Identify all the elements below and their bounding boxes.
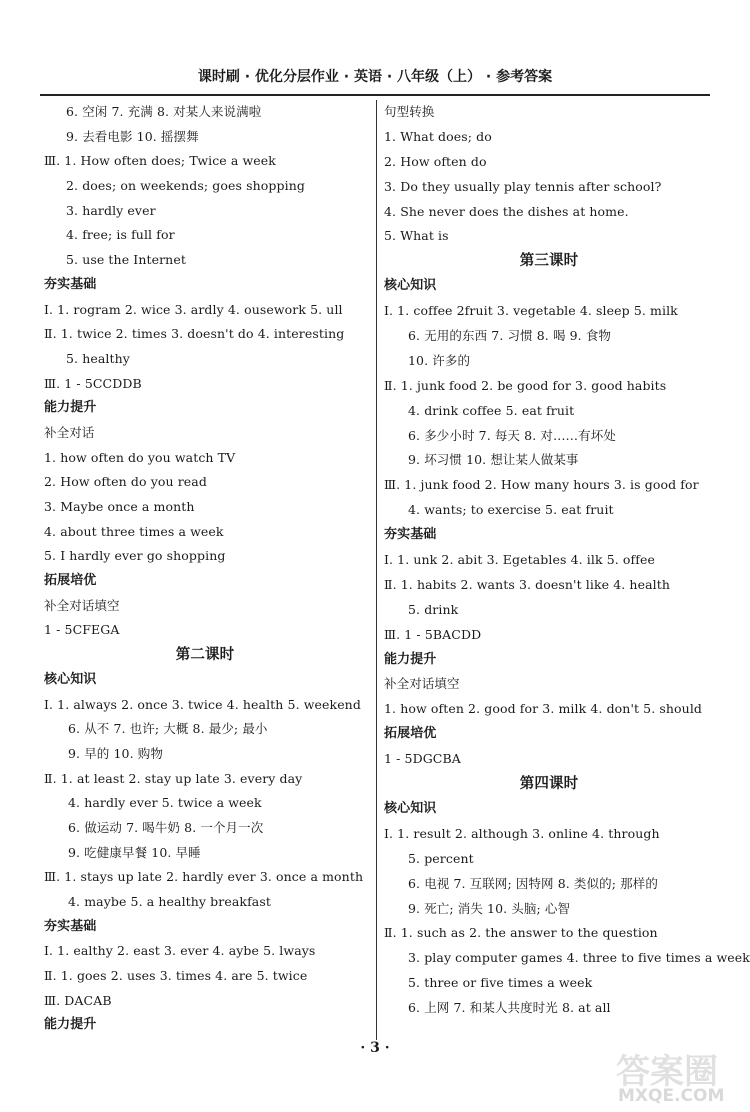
page-number: · 3 · [360, 1040, 390, 1056]
answer-line: 1. how often 2. good for 3. milk 4. don't 5. should [384, 701, 703, 717]
section-heading: 夯实基础 [384, 527, 437, 543]
answer-line: Ⅲ. 1. stays up late 2. hardly ever 3. once a month [44, 869, 364, 885]
section-heading: 能力提升 [384, 651, 437, 667]
answer-line: 5. I hardly ever go shopping [44, 548, 226, 564]
section-heading: 核心知识 [44, 671, 97, 687]
section-heading: 能力提升 [44, 1017, 97, 1033]
answer-line: 3. Do they usually play tennis after school? [384, 178, 662, 194]
answer-line: 补全对话填空 [384, 676, 460, 692]
answer-line: 2. How often do you read [44, 474, 207, 490]
answer-line: Ⅱ. 1. twice 2. times 3. doesn't do 4. interesting [44, 326, 345, 342]
answer-line: 补全对话填空 [44, 597, 120, 613]
answer-line: 6. 电视 7. 互联网; 因特网 8. 类似的; 那样的 [408, 875, 658, 891]
header-rule [40, 94, 710, 96]
lesson-heading: 第三课时 [519, 253, 579, 270]
answer-line: 6. 做运动 7. 喝牛奶 8. 一个月一次 [68, 819, 264, 835]
answer-line: 5. three or five times a week [408, 975, 593, 991]
answer-line: 1 - 5DGCBA [384, 751, 461, 767]
answer-line: Ⅱ. 1. at least 2. stay up late 3. every day [44, 770, 303, 786]
answer-line: 5. What is [384, 228, 449, 244]
answer-line: 2. How often do [384, 153, 487, 169]
answer-line: Ⅱ. 1. junk food 2. be good for 3. good habits [384, 377, 667, 393]
answer-line: 5. use the Internet [66, 252, 186, 268]
answer-line: 1. What does; do [384, 128, 492, 144]
column-divider [376, 100, 377, 1040]
answer-line: Ⅰ. 1. rogram 2. wice 3. ardly 4. ousework 5. ull [44, 301, 343, 317]
answer-line: 5. healthy [66, 350, 130, 366]
answer-line: Ⅲ. 1 - 5BACDD [384, 626, 482, 642]
answer-line: 5. drink [408, 601, 459, 617]
answer-line: 6. 无用的东西 7. 习惯 8. 喝 9. 食物 [408, 328, 612, 344]
answer-line: 9. 坏习惯 10. 想让某人做某事 [408, 452, 579, 468]
section-heading: 夯实基础 [44, 276, 97, 292]
answer-line: 4. free; is full for [66, 227, 175, 243]
answer-line: Ⅲ. 1. How often does; Twice a week [44, 153, 276, 169]
answer-line: 6. 空闲 7. 充满 8. 对某人来说满啦 [66, 104, 262, 119]
answer-line: Ⅰ. 1. result 2. although 3. online 4. through [384, 825, 660, 841]
answer-line: 2. does; on weekends; goes shopping [66, 178, 305, 194]
answer-line: 9. 早的 10. 购物 [68, 745, 163, 761]
answer-line: 9. 死亡; 消失 10. 头脑; 心智 [408, 900, 571, 916]
answer-line: 3. play computer games 4. three to five times a week [408, 950, 750, 966]
answer-line: Ⅰ. 1. always 2. once 3. twice 4. health 5. weekend [44, 696, 361, 712]
section-heading: 夯实基础 [44, 918, 97, 934]
answer-line: Ⅰ. 1. unk 2. abit 3. Egetables 4. ilk 5. offee [384, 552, 655, 568]
watermark-site: MXQE.COM [618, 1086, 725, 1106]
answer-line: 6. 多少小时 7. 每天 8. 对……有坏处 [408, 427, 616, 443]
answer-line: 1 - 5CFEGA [44, 622, 120, 638]
answer-line: 4. drink coffee 5. eat fruit [408, 402, 575, 418]
answer-line: 补全对话 [44, 424, 95, 440]
answer-line: Ⅲ. 1 - 5CCDDB [44, 375, 142, 391]
answer-line: Ⅲ. 1. junk food 2. How many hours 3. is good for [384, 477, 699, 493]
answer-line: 10. 许多的 [408, 352, 471, 368]
answer-line: Ⅰ. 1. coffee 2fruit 3. vegetable 4. sleep 5. milk [384, 303, 678, 319]
answer-line: 1. how often do you watch TV [44, 449, 236, 465]
section-heading: 拓展培优 [44, 573, 97, 589]
section-heading: 核心知识 [384, 800, 437, 816]
answer-line: 9. 吃健康早餐 10. 早睡 [68, 844, 201, 860]
answer-line: 5. percent [408, 850, 474, 866]
section-heading: 核心知识 [384, 278, 437, 294]
answer-line: 4. maybe 5. a healthy breakfast [68, 894, 271, 909]
answer-line: 9. 去看电影 10. 摇摆舞 [66, 128, 199, 144]
lesson-heading: 第二课时 [175, 647, 235, 664]
answer-line: Ⅱ. 1. habits 2. wants 3. doesn't like 4. health [384, 576, 671, 592]
answer-line: 4. hardly ever 5. twice a week [68, 795, 262, 811]
watermark-logo: 答案圈 [616, 1052, 718, 1092]
answer-line: Ⅱ. 1. goes 2. uses 3. times 4. are 5. twice [44, 968, 308, 984]
right-column [384, 100, 750, 1021]
answer-line: 句型转换 [384, 104, 435, 119]
answer-line: Ⅱ. 1. such as 2. the answer to the question [384, 925, 658, 941]
answer-line: 4. about three times a week [44, 523, 224, 539]
answer-line: Ⅲ. DACAB [44, 992, 112, 1008]
lesson-heading: 第四课时 [519, 776, 579, 793]
answer-line: 4. She never does the dishes at home. [384, 203, 629, 219]
answer-line: Ⅰ. 1. ealthy 2. east 3. ever 4. aybe 5. lways [44, 943, 316, 959]
page-header: 课时刷 · 优化分层作业 · 英语 · 八年级（上） · 参考答案 [197, 69, 553, 85]
answer-line: 6. 从不 7. 也许; 大概 8. 最少; 最小 [68, 721, 268, 737]
left-column [44, 100, 366, 1038]
answer-line: 3. hardly ever [66, 202, 156, 218]
section-heading: 能力提升 [44, 400, 97, 416]
answer-line: 6. 上网 7. 和某人共度时光 8. at all [408, 1000, 611, 1016]
answer-line: 4. wants; to exercise 5. eat fruit [408, 502, 614, 518]
section-heading: 拓展培优 [384, 726, 437, 742]
answer-line: 3. Maybe once a month [44, 499, 195, 514]
watermark [612, 1044, 744, 1108]
